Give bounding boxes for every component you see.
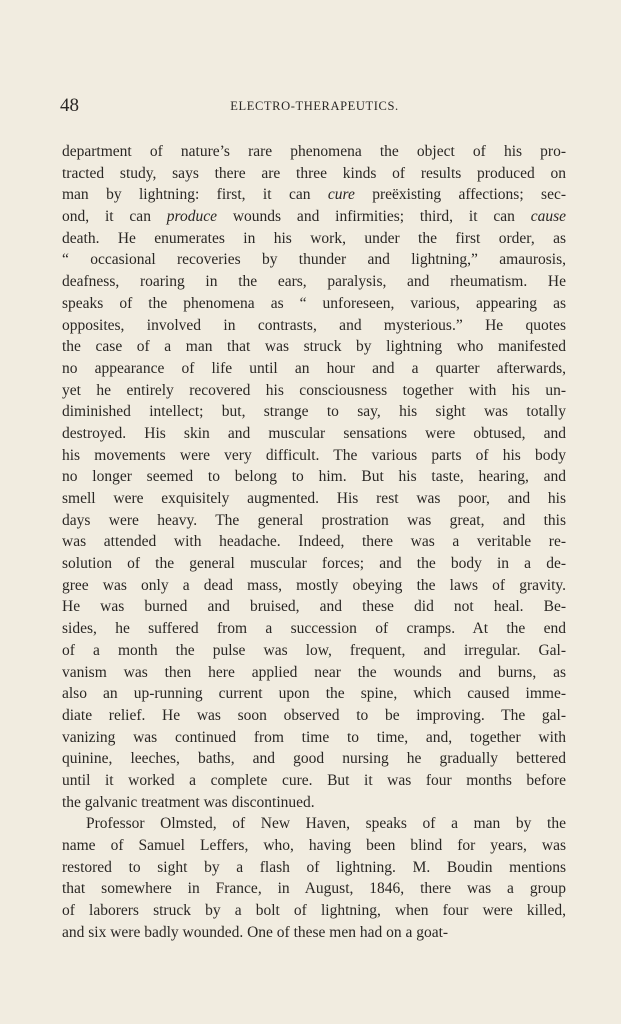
text-line: until it worked a complete cure. But it was four months before [62, 771, 566, 789]
text-line: the case of a man that was struck by lightning who manifested [62, 338, 566, 356]
text-line: the galvanic treatment was discontinued. [62, 793, 315, 811]
text-line: days were heavy. The general prostration was great, and this [62, 511, 566, 529]
text-line: death. He enumerates in his work, under the first order, as [62, 229, 566, 247]
running-title: ELECTRO-THERAPEUTICS. [230, 99, 399, 113]
text-line: sides, he suffered from a succession of cramps. At the end [62, 620, 566, 638]
text-line: department of nature’s rare phenomena the object of his pro- [62, 143, 566, 160]
text-line: that somewhere in France, in August, 1846, there was a group [62, 880, 566, 898]
page-number: 48 [60, 95, 79, 116]
text-line: vanizing was continued from time to time, and, together with [62, 728, 566, 746]
text-line: name of Samuel Leffers, who, having been blind for years, was [62, 837, 566, 854]
text-line: restored to sight by a flash of lightning. M. Boudin mentions [62, 858, 566, 876]
text-line: his movements were very difficult. The various parts of his body [62, 446, 566, 464]
text-line: vanism was then here applied near the wounds and burns, as [62, 663, 566, 681]
text-line: solution of the general muscular forces; and the body in a de- [62, 555, 566, 573]
text-line: He was burned and bruised, and these did not heal. Be- [62, 598, 566, 616]
text-line: of a month the pulse was low, frequent, and irregular. Gal- [62, 641, 566, 659]
text-line: no longer seemed to belong to him. But his taste, hearing, and [62, 468, 566, 486]
text-line: and six were badly wounded. One of these men had on a goat- [62, 923, 449, 941]
text-line: of laborers struck by a bolt of lightning, when four were killed, [62, 902, 566, 920]
text-line: man by lightning: first, it can cure preëxisting affections; sec- [62, 186, 566, 204]
text-line: also an up-running current upon the spine, which caused imme- [62, 685, 566, 703]
text-line: diminished intellect; but, strange to say, his sight was totally [62, 403, 566, 421]
text-line: diate relief. He was soon observed to be improving. The gal- [62, 706, 566, 724]
text-line: yet he entirely recovered his consciousness together with his un- [62, 381, 566, 399]
text-line: opposites, involved in contrasts, and mysterious.” He quotes [62, 316, 566, 334]
text-line: speaks of the phenomena as “ unforeseen, various, appearing as [62, 294, 566, 312]
text-line: “ occasional recoveries by thunder and lightning,” amaurosis, [62, 251, 566, 269]
page-header [60, 96, 569, 116]
text-line: quinine, leeches, baths, and good nursing he gradually bettered [62, 750, 566, 768]
text-line: ond, it can produce wounds and infirmities; third, it can cause [62, 208, 566, 226]
text-line: deafness, roaring in the ears, paralysis, and rheumatism. He [62, 273, 566, 291]
text-line: destroyed. His skin and muscular sensations were obtused, and [62, 424, 566, 442]
text-line: Professor Olmsted, of New Haven, speaks of a man by the [86, 815, 566, 833]
body-text [62, 141, 566, 943]
text-line: no appearance of life until an hour and a quarter afterwards, [62, 359, 566, 377]
text-line: smell were exquisitely augmented. His rest was poor, and his [62, 490, 566, 507]
text-line: was attended with headache. Indeed, there was a veritable re- [62, 533, 566, 551]
text-line: tracted study, says there are three kinds of results produced on [62, 164, 566, 182]
text-line: gree was only a dead mass, mostly obeying the laws of gravity. [62, 576, 566, 594]
